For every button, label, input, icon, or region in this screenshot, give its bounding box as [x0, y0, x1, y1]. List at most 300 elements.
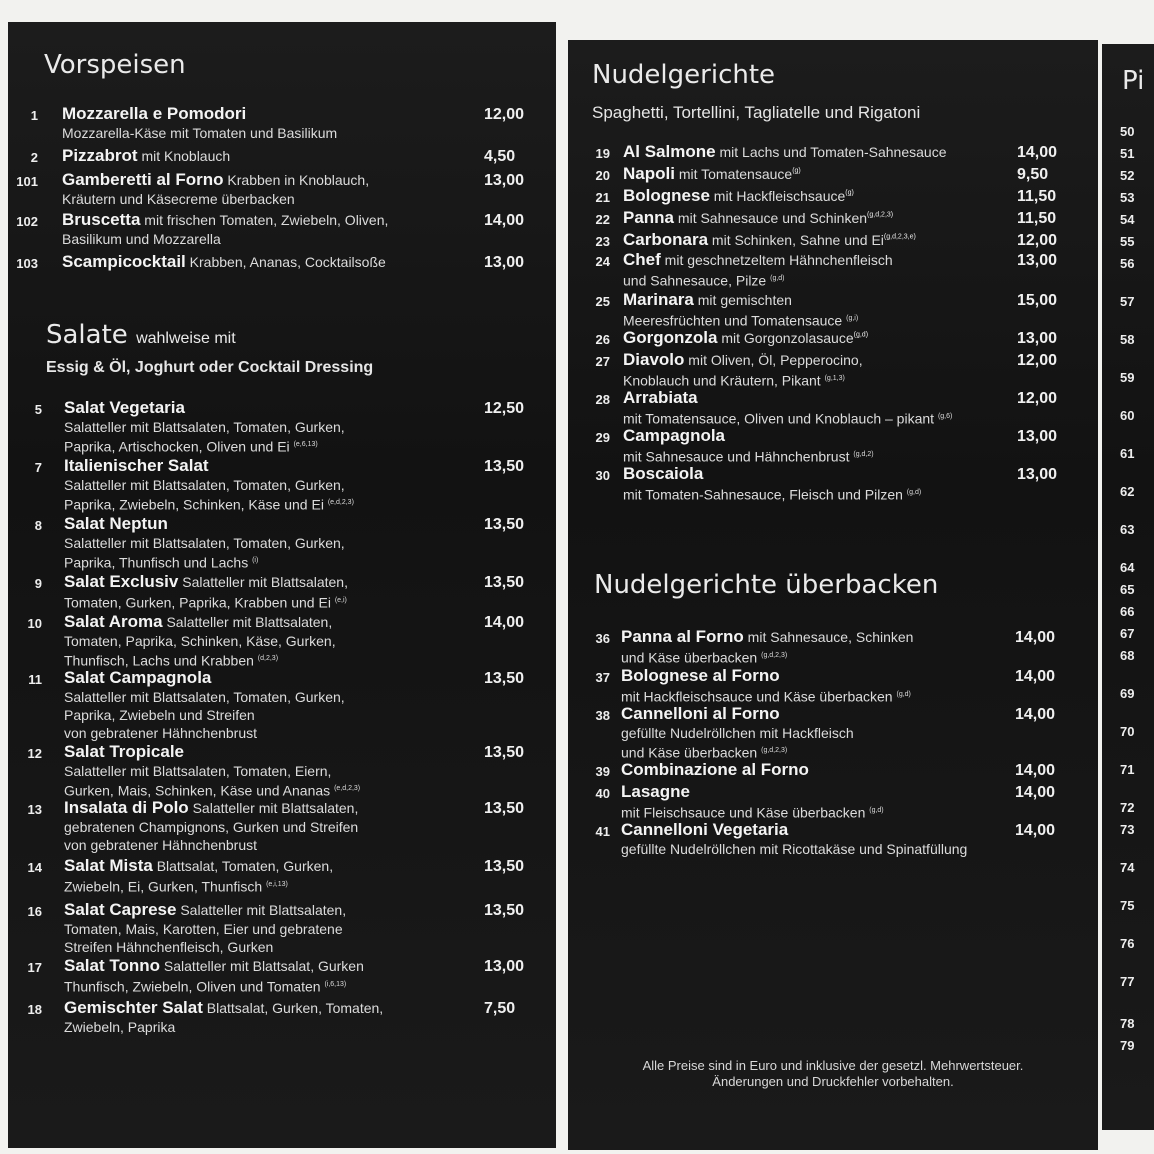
item-body [64, 572, 348, 612]
item-name: Salat Caprese [64, 900, 177, 919]
item-price: 13,50 [484, 858, 525, 875]
item-number: 38 [595, 708, 610, 723]
item-body [623, 208, 893, 228]
allergen-codes: (g,6) [937, 413, 953, 420]
item-price: 13,50 [484, 516, 525, 533]
item-title-line [623, 208, 893, 228]
item-body [621, 627, 913, 667]
item-description: von gebratener Hähnchenbrust [64, 725, 258, 741]
item-body [623, 250, 893, 290]
item-description: Streifen Hähnchenfleisch, Gurken [64, 939, 274, 955]
item-inline-desc: Krabben, Ananas, Cocktailsoße [185, 254, 386, 270]
item-title-line [62, 170, 369, 190]
item-inline-desc: Blattsalat, Tomaten, Gurken, [152, 858, 334, 874]
allergen-codes: (g) [792, 167, 801, 175]
item-name: Bolognese al Forno [621, 666, 780, 685]
item-title-line [62, 252, 386, 272]
item-price: 12,50 [484, 400, 525, 417]
allergen-codes: (g,d) [869, 807, 884, 814]
panel-vorspeisen-salate [8, 22, 556, 1148]
allergen-codes: (g) [845, 189, 854, 197]
item-inline-desc: Salatteller mit Blattsalaten, [178, 574, 348, 590]
item-number: 16 [27, 904, 42, 919]
item-title-line [623, 186, 854, 206]
item-price: 13,00 [484, 172, 525, 189]
item-number: 25 [595, 294, 610, 309]
pizza-number: 54 [1120, 212, 1135, 227]
item-description: Mozzarella-Käse mit Tomaten und Basilikum [62, 125, 338, 141]
item-number: 9 [34, 576, 42, 591]
item-price: 12,00 [484, 106, 525, 123]
item-body [62, 170, 369, 208]
item-price: 13,50 [484, 902, 525, 919]
allergen-codes: (g,d) [906, 489, 922, 496]
allergen-codes: (g,d,2,3,e) [883, 233, 916, 241]
allergen-codes: (g,d) [896, 691, 911, 698]
item-price: 13,50 [484, 744, 525, 761]
item-description: Paprika, Artischocken, Oliven und Ei $^{(e,6,13)}$ [64, 438, 318, 455]
pizza-number: 67 [1120, 626, 1135, 641]
item-number: 2 [30, 150, 38, 165]
item-name: Insalata di Polo [64, 798, 189, 817]
item-name: Lasagne [621, 782, 690, 801]
item-description: und Käse überbacken $^{(g,d,2,3)}$ [621, 744, 788, 761]
item-description: gefüllte Nudelröllchen mit Hackfleisch [621, 725, 854, 741]
item-body [64, 612, 336, 670]
item-body [64, 856, 333, 896]
pizza-number: 75 [1120, 898, 1135, 913]
pizza-number: 63 [1120, 522, 1135, 537]
item-price: 4,50 [484, 148, 516, 165]
item-body [623, 350, 863, 390]
item-number: 20 [595, 168, 610, 183]
pizza-number: 52 [1120, 168, 1135, 183]
pizza-number: 59 [1120, 370, 1135, 385]
item-name: Salat Neptun [64, 514, 168, 533]
pizza-number: 51 [1120, 146, 1135, 161]
item-title-line [623, 464, 921, 484]
allergen-codes: (i,6,13) [324, 981, 347, 988]
item-price: 9,50 [1017, 166, 1049, 183]
item-description: Knoblauch und Kräutern, Pikant $^{(g,1,3)}$ [623, 372, 845, 389]
item-body [64, 998, 383, 1036]
item-name: Campagnola [623, 426, 726, 445]
item-description: mit Hackfleischsauce und Käse überbacken $^{(g,d)}$ [621, 688, 911, 705]
item-number: 1 [30, 108, 38, 123]
item-body [623, 230, 916, 250]
item-name: Bolognese [623, 186, 710, 205]
item-number: 36 [595, 631, 610, 646]
allergen-codes: (d,2,3) [257, 655, 279, 662]
item-body [623, 328, 868, 348]
item-name: Scampicocktail [62, 252, 186, 271]
item-title-line [623, 164, 801, 184]
item-price: 13,00 [1017, 330, 1058, 347]
item-inline-desc: mit Oliven, Öl, Pepperocino, [684, 352, 863, 368]
item-description: Gurken, Mais, Schinken, Käse und Ananas $^{(e,d,2,3)}$ [64, 782, 361, 799]
pizza-number: 69 [1120, 686, 1135, 701]
item-description: gefüllte Nudelröllchen mit Ricottakäse und Spinatfüllung [621, 841, 968, 857]
pizza-number: 62 [1120, 484, 1135, 499]
item-name: Salat Vegetaria [64, 398, 185, 417]
item-price: 14,00 [1015, 668, 1056, 685]
item-title-line [621, 760, 809, 780]
item-description: Zwiebeln, Paprika [64, 1019, 176, 1035]
item-inline-desc: Blattsalat, Gurken, Tomaten, [202, 1000, 384, 1016]
item-body [623, 426, 874, 466]
allergen-codes: (g,d,2) [853, 451, 874, 458]
item-body [64, 900, 346, 956]
item-body [623, 388, 952, 428]
section-title-ueberbacken: Nudelgerichte überbacken [594, 570, 939, 600]
item-body [64, 398, 345, 456]
item-title-line [64, 612, 336, 632]
item-inline-desc: mit Hackfleischsauce [709, 188, 846, 204]
item-title-line [623, 250, 893, 270]
allergen-codes: (e,6,13) [293, 441, 318, 448]
item-number: 101 [16, 174, 38, 189]
item-body [623, 164, 801, 184]
item-description: mit Tomatensauce, Oliven und Knoblauch – pikant $^{(g,6)}$ [623, 410, 953, 427]
item-number: 21 [595, 190, 610, 205]
pizza-number: 50 [1120, 124, 1135, 139]
item-description: Thunfisch, Lachs und Krabben $^{(d,2,3)}$ [64, 652, 279, 669]
item-price: 11,50 [1017, 188, 1057, 205]
item-body [621, 782, 884, 822]
item-title-line [64, 456, 354, 476]
item-name: Combinazione al Forno [621, 760, 809, 779]
item-description: Tomaten, Mais, Karotten, Eier und gebratene [64, 921, 343, 937]
item-title-line [623, 290, 858, 310]
item-number: 103 [16, 256, 38, 271]
salate-inline: wahlweise mit [136, 330, 236, 347]
item-description: Paprika, Zwiebeln und Streifen [64, 707, 255, 723]
item-title-line [623, 142, 946, 162]
item-number: 12 [27, 746, 42, 761]
pizza-number: 74 [1120, 860, 1135, 875]
item-description: mit Sahnesauce und Hähnchenbrust $^{(g,d,2)}$ [623, 448, 874, 465]
item-name: Cannelloni al Forno [621, 704, 780, 723]
item-inline-desc: Salatteller mit Blattsalat, Gurken [160, 958, 364, 974]
item-description: Paprika, Zwiebeln, Schinken, Käse und Ei $^{(e,d,2,3)}$ [64, 496, 354, 513]
item-title-line [64, 900, 346, 920]
item-description: mit Tomaten-Sahnesauce, Fleisch und Pilzen $^{(g,d)}$ [623, 486, 922, 503]
item-description: von gebratener Hähnchenbrust [64, 837, 258, 853]
item-name: Bruscetta [62, 210, 141, 229]
pizza-number: 60 [1120, 408, 1135, 423]
item-name: Salat Mista [64, 856, 153, 875]
item-name: Panna [623, 208, 675, 227]
item-title-line [621, 820, 967, 840]
item-price: 13,00 [1017, 466, 1058, 483]
item-inline-desc: Salatteller mit Blattsalaten, [176, 902, 347, 918]
item-body [623, 142, 946, 162]
item-body [623, 464, 921, 504]
item-body [62, 210, 388, 248]
pizza-number: 61 [1120, 446, 1135, 461]
item-number: 40 [595, 786, 610, 801]
item-inline-desc: Krabben in Knoblauch, [223, 172, 370, 188]
panel-pizza-partial [1102, 44, 1154, 1130]
item-description: Meeresfrüchten und Tomatensauce $^{(g,i)}$ [623, 312, 859, 329]
item-name: Salat Tropicale [64, 742, 184, 761]
item-title-line [621, 704, 854, 724]
item-price: 13,50 [484, 458, 525, 475]
item-description: Salatteller mit Blattsalaten, Tomaten, Gurken, [64, 689, 345, 705]
item-price: 14,00 [1015, 706, 1056, 723]
item-body [62, 104, 337, 142]
pizza-number: 73 [1120, 822, 1135, 837]
item-inline-desc: mit Gorgonzolasauce [717, 330, 854, 346]
item-description: Tomaten, Paprika, Schinken, Käse, Gurken, [64, 633, 336, 649]
item-description: mit Fleischsauce und Käse überbacken $^{(g,d)}$ [621, 804, 884, 821]
item-name: Napoli [623, 164, 675, 183]
item-description: Salatteller mit Blattsalaten, Tomaten, Gurken, [64, 419, 345, 435]
item-body [621, 820, 967, 858]
pizza-number: 66 [1120, 604, 1135, 619]
item-title-line [623, 328, 868, 348]
item-description: Tomaten, Gurken, Paprika, Krabben und Ei $^{(e,i)}$ [64, 594, 347, 611]
item-name: Boscaiola [623, 464, 704, 483]
pizza-number: 53 [1120, 190, 1135, 205]
price-note [598, 1058, 1068, 1090]
item-title-line [64, 856, 333, 876]
item-body [621, 760, 809, 780]
price-note-line: Änderungen und Druckfehler vorbehalten. [712, 1074, 954, 1089]
item-name: Mozzarella e Pomodori [62, 104, 247, 123]
section-title-pizza: Pi [1122, 66, 1145, 96]
item-title-line [621, 666, 911, 686]
item-description: gebratenen Champignons, Gurken und Streifen [64, 819, 359, 835]
item-description: Kräutern und Käsecreme überbacken [62, 191, 295, 207]
pizza-number: 57 [1120, 294, 1135, 309]
item-number: 22 [595, 212, 610, 227]
item-name: Italienischer Salat [64, 456, 209, 475]
item-body [64, 668, 345, 742]
pizza-number: 56 [1120, 256, 1135, 271]
item-description: und Sahnesauce, Pilze $^{(g,d)}$ [623, 272, 785, 289]
item-name: Salat Tonno [64, 956, 161, 975]
item-price: 12,00 [1017, 232, 1058, 249]
item-price: 7,50 [484, 1000, 516, 1017]
allergen-codes: (g,d) [853, 331, 869, 339]
item-inline-desc: Salatteller mit Blattsalaten, [188, 800, 359, 816]
allergen-codes: (e,d,2,3) [327, 499, 354, 506]
item-number: 7 [34, 460, 42, 475]
item-name: Cannelloni Vegetaria [621, 820, 789, 839]
item-name: Gamberetti al Forno [62, 170, 224, 189]
item-price: 14,00 [484, 212, 525, 229]
item-inline-desc: mit geschnetzeltem Hähnchenfleisch [660, 252, 893, 268]
item-body [64, 956, 364, 996]
item-title-line [62, 104, 337, 124]
item-title-line [62, 146, 230, 166]
item-inline-desc: mit Lachs und Tomaten-Sahnesauce [715, 144, 947, 160]
item-body [621, 666, 911, 706]
item-price: 11,50 [1017, 210, 1057, 227]
allergen-codes: (i) [252, 557, 259, 564]
item-inline-desc: mit frischen Tomaten, Zwiebeln, Oliven, [140, 212, 389, 228]
item-price: 15,00 [1017, 292, 1058, 309]
item-body [62, 252, 386, 272]
item-price: 13,50 [484, 670, 525, 687]
item-price: 14,00 [1015, 762, 1056, 779]
item-title-line [64, 398, 345, 418]
item-name: Salat Campagnola [64, 668, 212, 687]
item-number: 37 [595, 670, 610, 685]
item-name: Gemischter Salat [64, 998, 203, 1017]
item-title-line [623, 230, 916, 250]
item-number: 11 [28, 672, 42, 687]
item-title-line [62, 210, 388, 230]
panel-nudelgerichte [568, 40, 1098, 1150]
pizza-number: 65 [1120, 582, 1135, 597]
item-title-line [64, 956, 364, 976]
item-body [64, 798, 358, 854]
item-description: Thunfisch, Zwiebeln, Oliven und Tomaten $^{(i,6,13)}$ [64, 978, 347, 995]
item-number: 17 [27, 960, 42, 975]
item-number: 41 [595, 824, 610, 839]
pizza-number: 68 [1120, 648, 1135, 663]
salate-heading: Salate [46, 320, 128, 350]
item-number: 30 [595, 468, 610, 483]
item-price: 12,00 [1017, 390, 1058, 407]
item-number: 29 [595, 430, 610, 445]
item-number: 28 [595, 392, 610, 407]
pizza-number: 64 [1120, 560, 1135, 575]
item-price: 14,00 [484, 614, 525, 631]
item-name: Marinara [623, 290, 694, 309]
pizza-number: 58 [1120, 332, 1135, 347]
salate-dressing-note: Essig & Öl, Joghurt oder Cocktail Dressing [46, 359, 374, 376]
item-title-line [623, 350, 863, 370]
item-inline-desc: mit Tomatensauce [674, 166, 793, 182]
item-description: Salatteller mit Blattsalaten, Tomaten, Eiern, [64, 763, 332, 779]
item-number: 13 [27, 802, 42, 817]
section-title-nudelgerichte: Nudelgerichte [592, 60, 776, 90]
item-body [623, 186, 854, 206]
pizza-number: 78 [1120, 1016, 1135, 1031]
item-name: Diavolo [623, 350, 685, 369]
item-number: 14 [27, 860, 42, 875]
item-number: 26 [595, 332, 610, 347]
pizza-number: 72 [1120, 800, 1135, 815]
item-number: 39 [595, 764, 610, 779]
item-price: 13,00 [484, 254, 525, 271]
allergen-codes: (g,d,2,3) [761, 747, 788, 754]
item-title-line [623, 426, 874, 446]
item-inline-desc: mit gemischten [693, 292, 792, 308]
item-body [62, 146, 230, 166]
item-number: 5 [34, 402, 42, 417]
item-inline-desc: mit Sahnesauce, Schinken [743, 629, 914, 645]
pizza-number: 77 [1120, 974, 1135, 989]
item-name: Chef [623, 250, 661, 269]
item-number: 10 [27, 616, 42, 631]
item-body [64, 514, 345, 572]
item-description: Basilikum und Mozzarella [62, 231, 221, 247]
pizza-number: 70 [1120, 724, 1135, 739]
item-number: 24 [595, 254, 610, 269]
allergen-codes: (g,d,2,3) [867, 211, 894, 219]
item-number: 8 [34, 518, 42, 533]
section-title-vorspeisen: Vorspeisen [44, 50, 186, 80]
item-inline-desc: Salatteller mit Blattsalaten, [162, 614, 333, 630]
item-price: 14,00 [1015, 784, 1056, 801]
item-price: 14,00 [1015, 629, 1056, 646]
item-name: Arrabiata [623, 388, 698, 407]
item-price: 13,00 [484, 958, 525, 975]
price-note-line: Alle Preise sind in Euro und inklusive der gesetzl. Mehrwertsteuer. [642, 1058, 1024, 1073]
item-title-line [64, 798, 358, 818]
item-number: 102 [16, 214, 38, 229]
item-description: und Käse überbacken $^{(g,d,2,3)}$ [621, 649, 788, 666]
item-title-line [64, 998, 383, 1018]
item-description: Salatteller mit Blattsalaten, Tomaten, Gurken, [64, 535, 345, 551]
item-number: 18 [27, 1002, 42, 1017]
pizza-number: 79 [1120, 1038, 1135, 1053]
allergen-codes: (e,i) [334, 597, 347, 604]
item-title-line [623, 388, 952, 408]
item-price: 14,00 [1017, 144, 1058, 161]
item-price: 12,00 [1017, 352, 1058, 369]
item-price: 14,00 [1015, 822, 1056, 839]
item-name: Carbonara [623, 230, 709, 249]
pizza-number: 55 [1120, 234, 1135, 249]
item-price: 13,50 [484, 800, 525, 817]
item-price: 13,50 [484, 574, 525, 591]
item-title-line [64, 668, 345, 688]
item-name: Salat Exclusiv [64, 572, 179, 591]
item-number: 27 [595, 354, 610, 369]
item-price: 13,00 [1017, 428, 1058, 445]
item-body [621, 704, 854, 762]
allergen-codes: (e,d,2,3) [334, 785, 361, 792]
item-price: 13,00 [1017, 252, 1058, 269]
item-name: Panna al Forno [621, 627, 744, 646]
allergen-codes: (g,i) [846, 315, 859, 322]
allergen-codes: (e,i,13) [266, 881, 288, 888]
nudelgerichte-subtitle: Spaghetti, Tortellini, Tagliatelle und Rigatoni [592, 103, 921, 122]
item-name: Gorgonzola [623, 328, 718, 347]
item-body [64, 742, 360, 800]
item-name: Salat Aroma [64, 612, 163, 631]
item-inline-desc: mit Knoblauch [137, 148, 231, 164]
item-name: Al Salmone [623, 142, 716, 161]
item-title-line [621, 627, 913, 647]
item-title-line [64, 742, 360, 762]
item-description: Paprika, Thunfisch und Lachs $^{(i)}$ [64, 554, 259, 571]
allergen-codes: (g,d) [770, 275, 785, 282]
item-title-line [621, 782, 884, 802]
item-body [623, 290, 858, 330]
item-description: Zwiebeln, Ei, Gurken, Thunfisch $^{(e,i,13)}$ [64, 878, 288, 895]
item-inline-desc: mit Sahnesauce und Schinken [674, 210, 868, 226]
allergen-codes: (g,1,3) [824, 375, 845, 382]
item-number: 19 [595, 146, 610, 161]
pizza-number: 71 [1120, 762, 1135, 777]
item-title-line [64, 572, 348, 592]
item-number: 23 [595, 234, 610, 249]
pizza-number: 76 [1120, 936, 1135, 951]
allergen-codes: (g,d,2,3) [761, 652, 788, 659]
section-title-salate [46, 320, 236, 350]
item-title-line [64, 514, 345, 534]
item-description: Salatteller mit Blattsalaten, Tomaten, Gurken, [64, 477, 345, 493]
item-inline-desc: mit Schinken, Sahne und Ei [708, 232, 884, 248]
item-name: Pizzabrot [62, 146, 138, 165]
item-body [64, 456, 354, 514]
